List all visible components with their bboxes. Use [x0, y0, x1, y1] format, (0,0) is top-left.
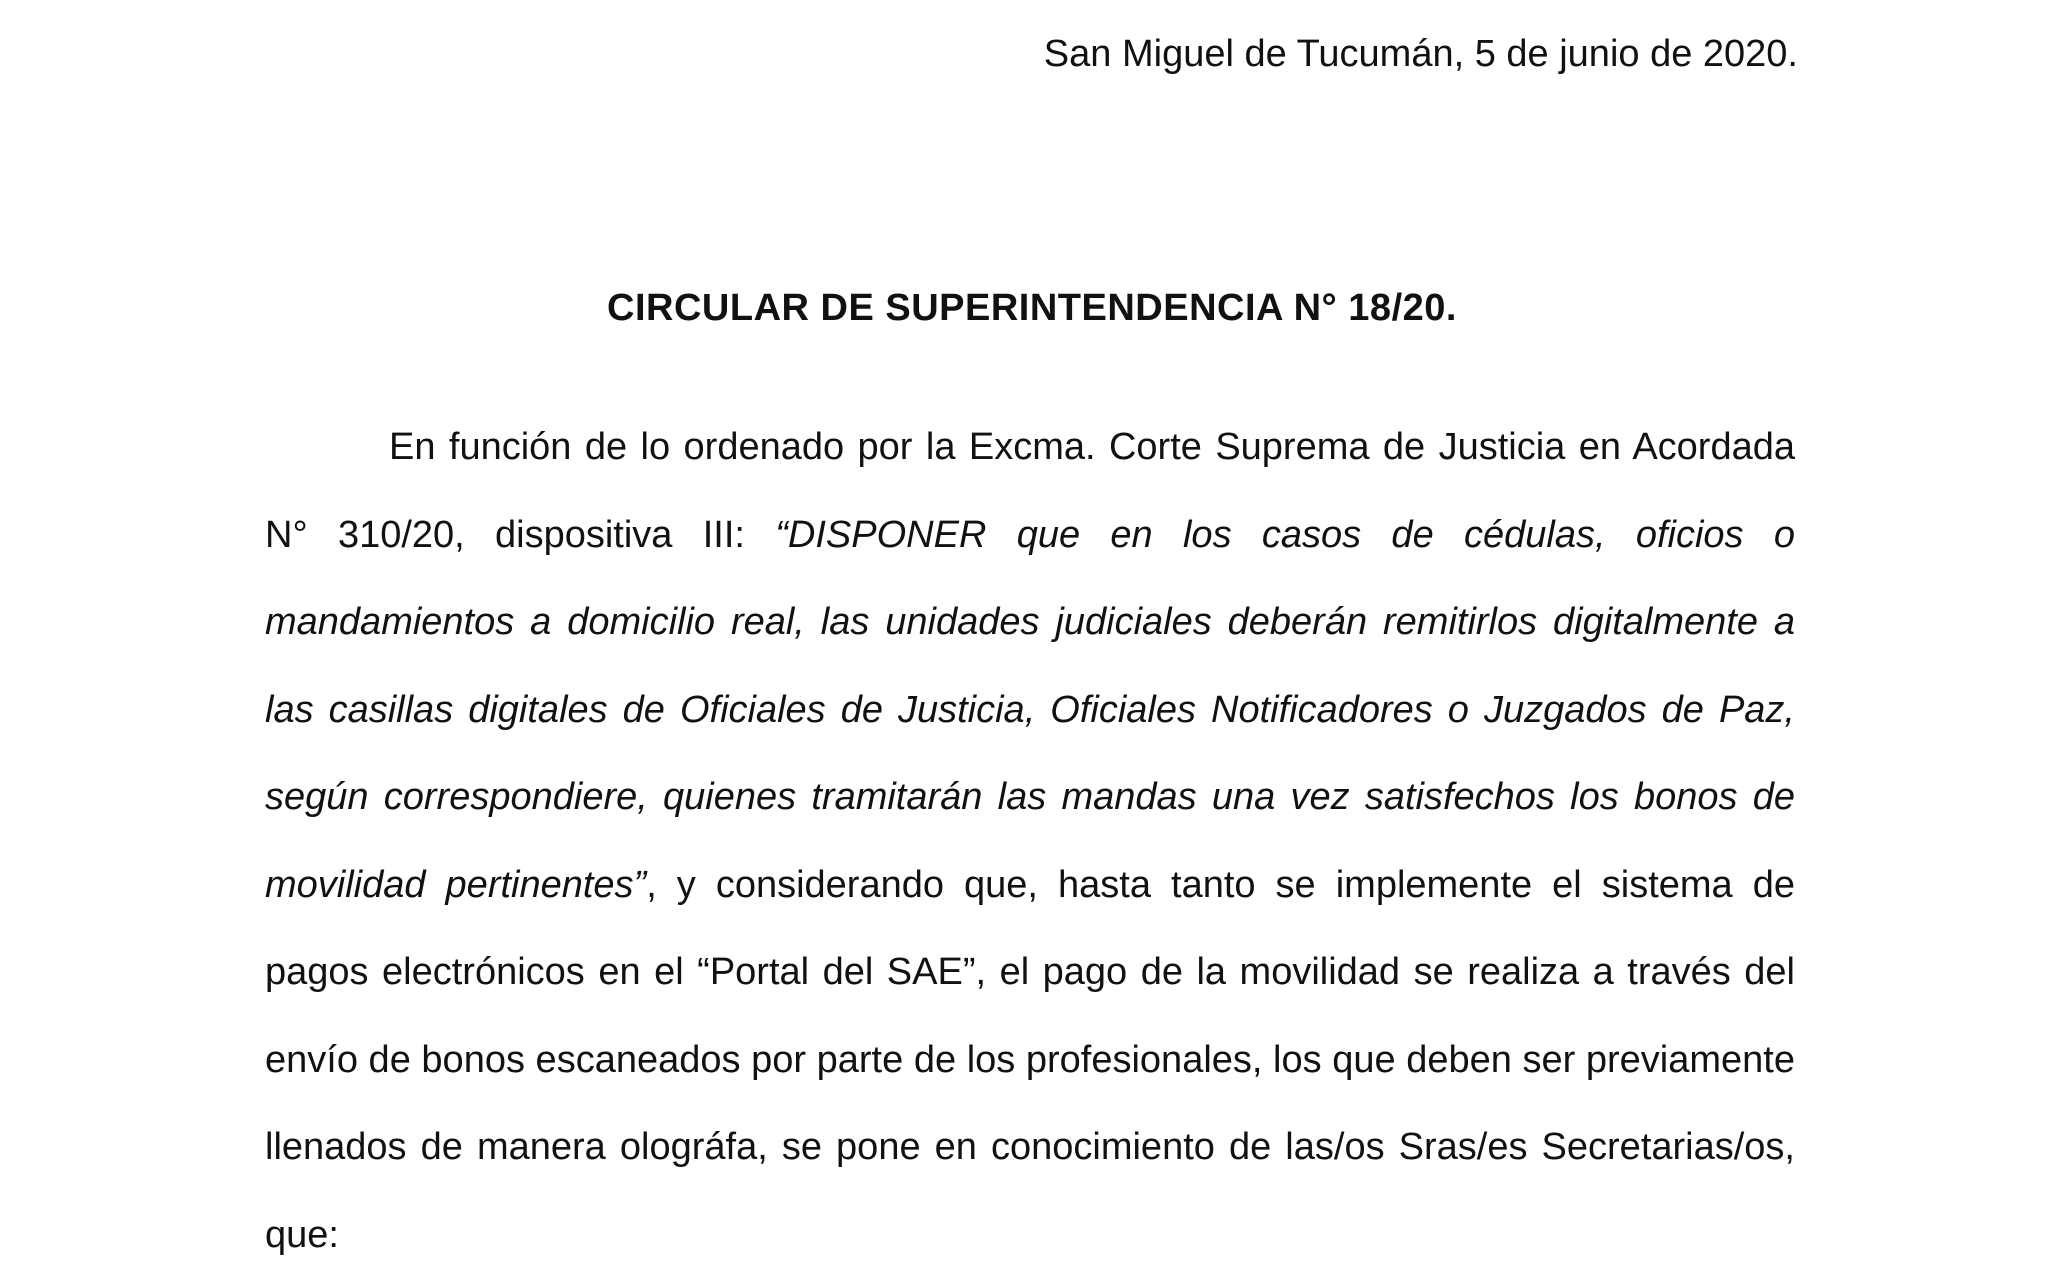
paragraph-intro: En función de lo ordenado por la Excma. Corte Suprema de Justicia en Acordada N° 310/20, dispositiva III: — [265, 426, 1795, 556]
paragraph-continuation: , y considerando que, hasta tanto se implemente el sistema de pagos electrónicos en el “Portal del SAE”, el pago de la movilidad se realiza a través del envío de bonos escaneados por parte de los profesionales, los que deben ser previamente llenados de manera olográfa, se pone en conocimiento de las/os Sras/es Secretarias/os, que: — [265, 863, 1795, 1256]
quoted-disposition: “DISPONER que en los casos de cédulas, oficios o mandamientos a domicilio real, las unidades judiciales deberán remitirlos digitalmente a las casillas digitales de Oficiales de Justicia, Oficiales Notificadores o Juzgados de Paz, según correspondiere, quienes tramitarán las mandas una vez satisfechos los bonos de movilidad pertinentes” — [265, 513, 1795, 906]
body-paragraph — [265, 404, 1795, 1279]
date-line: San Miguel de Tucumán, 5 de junio de 2020. — [1043, 33, 1798, 75]
document-title: CIRCULAR DE SUPERINTENDENCIA N° 18/20. — [607, 287, 1457, 329]
